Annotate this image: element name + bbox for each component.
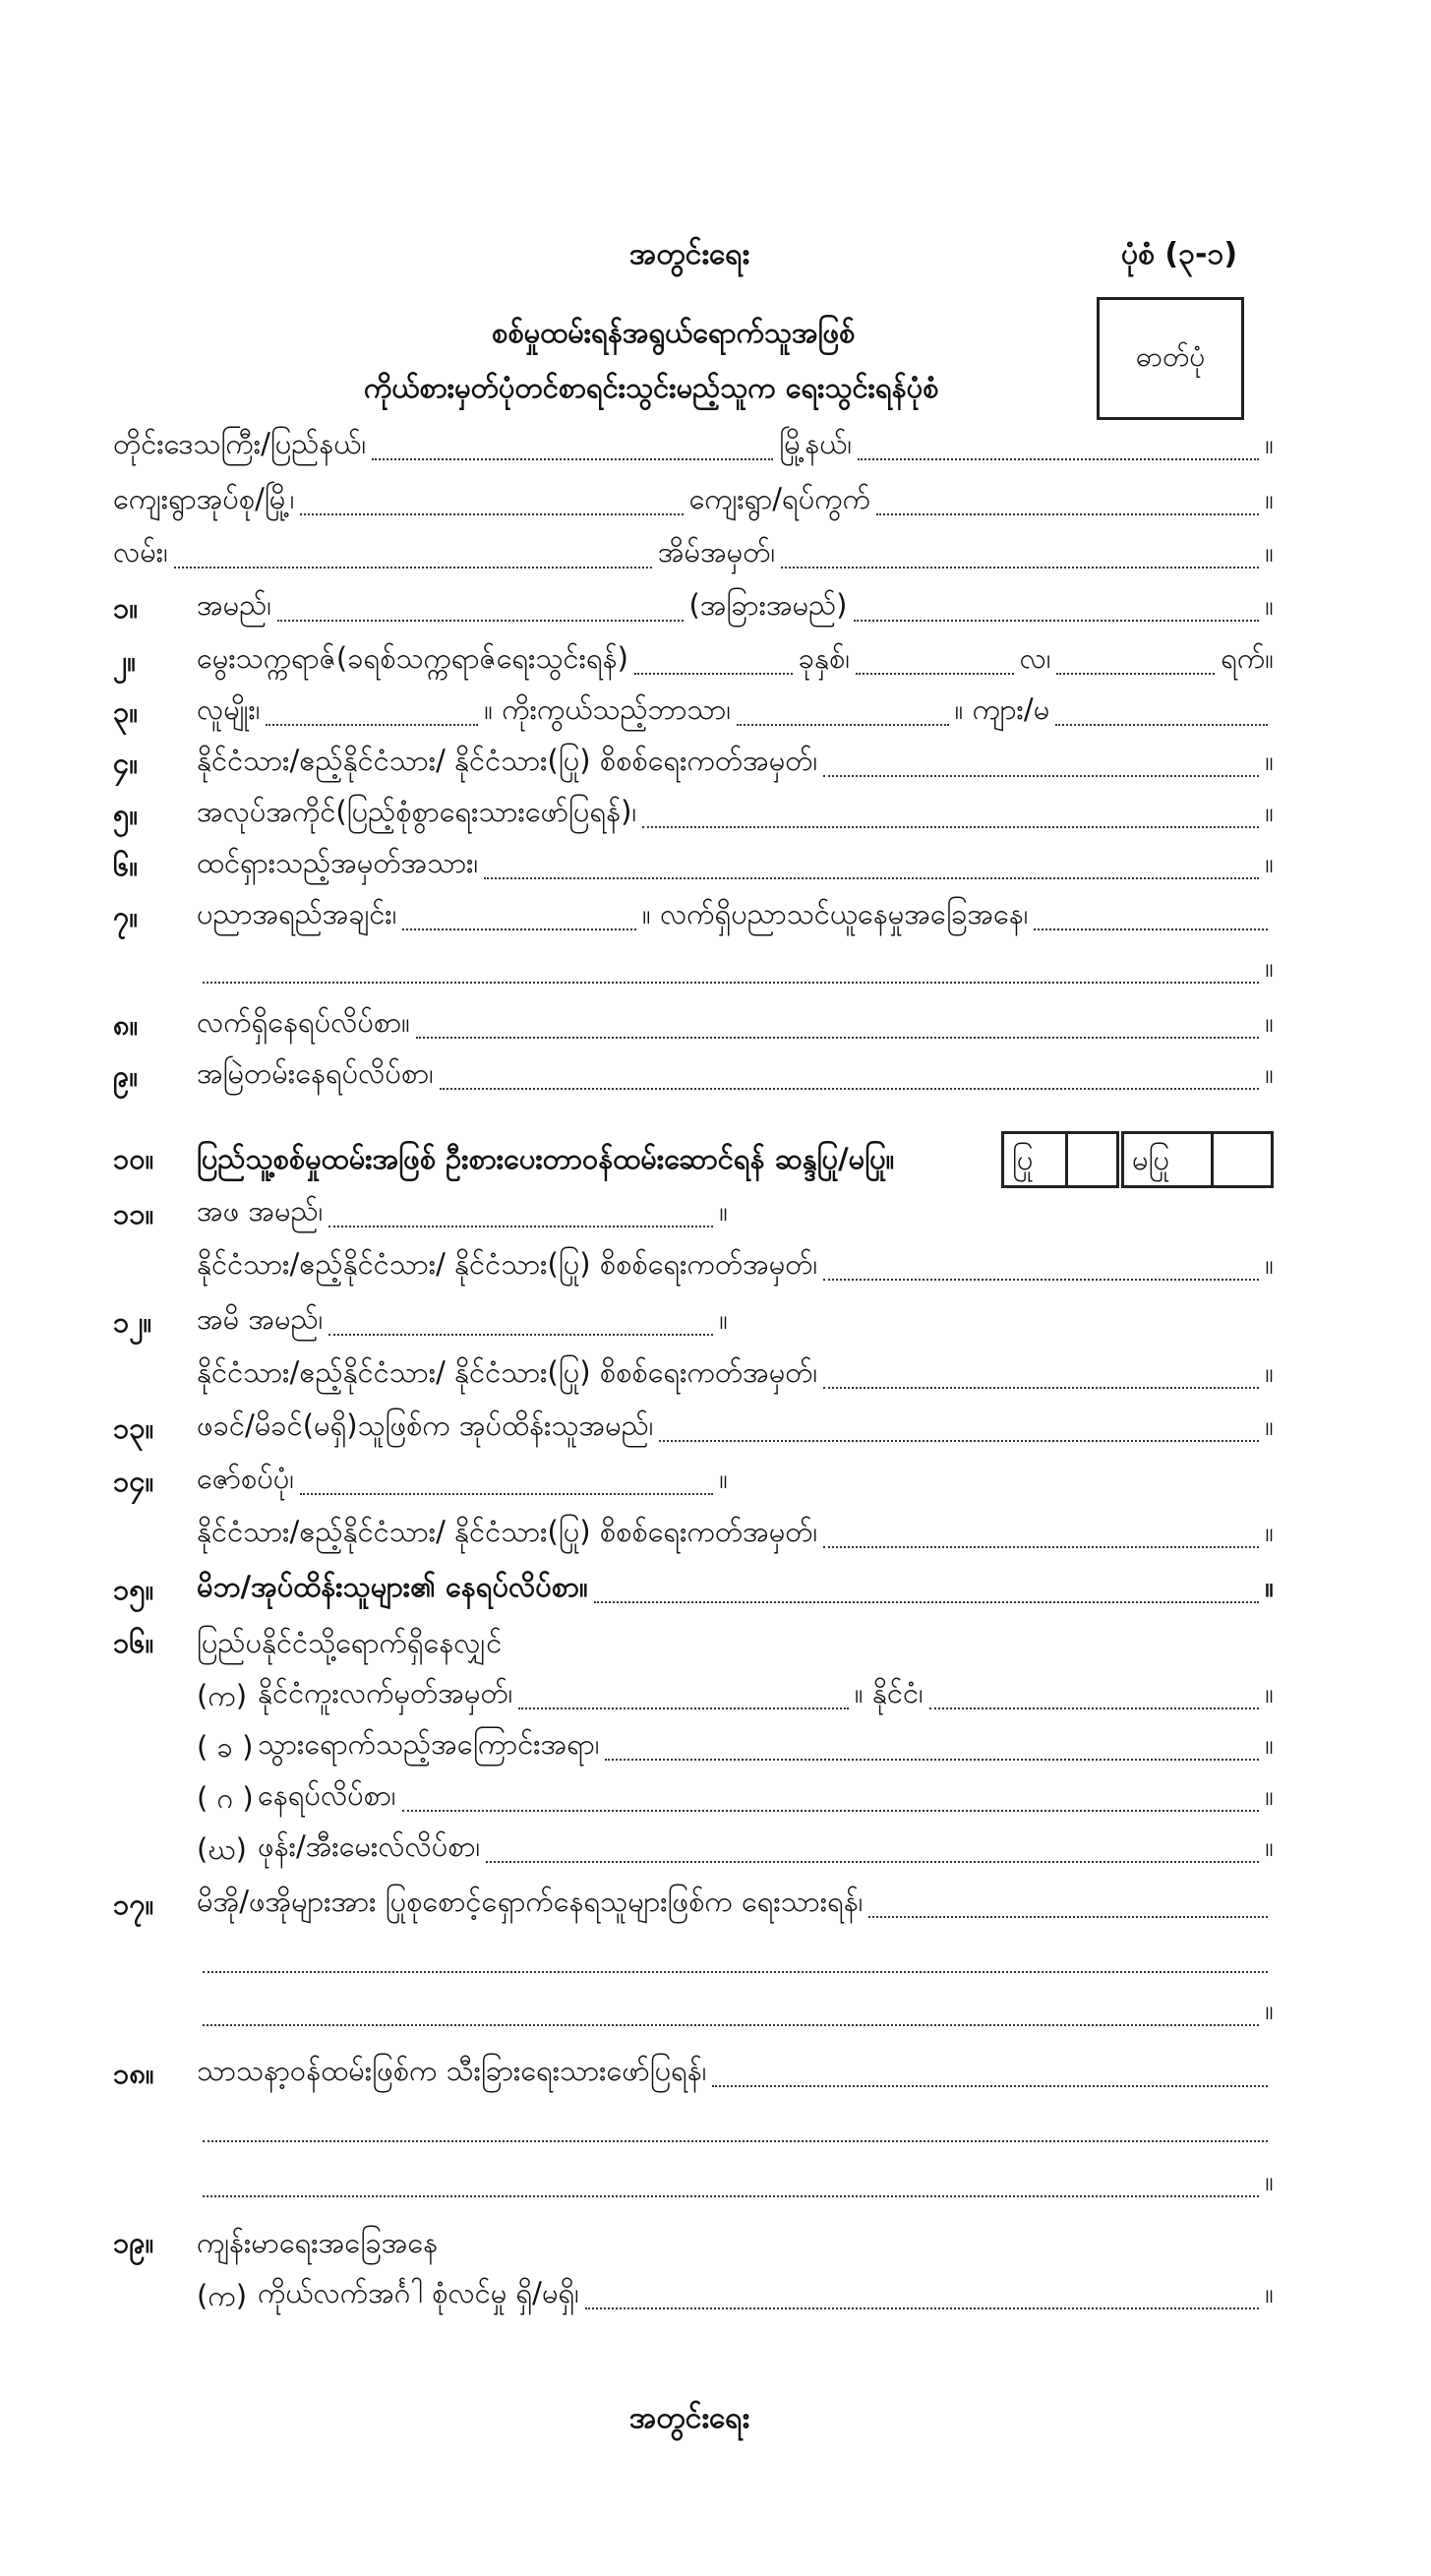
end-mark: ။ — [719, 1194, 728, 1228]
security-label-top: အတွင်းရေး — [629, 237, 750, 271]
dob-month-field[interactable] — [856, 673, 1014, 675]
caregiver-field-cont[interactable] — [203, 1971, 1268, 1973]
dob-label: မွေးသက္ကရာဇ်(ခရစ်သက္ကရာဇ်ရေးသွင်းရန်) — [197, 641, 628, 675]
yes-label: ပြု — [1012, 1143, 1034, 1176]
item-7-continuation — [197, 946, 1274, 991]
end-mark: ။ — [1265, 1829, 1274, 1863]
contact-row — [258, 1826, 1274, 1871]
end-mark: ။ — [1265, 1408, 1274, 1442]
photo-box-label: ဓာတ်ပုံ — [1135, 339, 1206, 373]
passport-field[interactable] — [518, 1707, 849, 1709]
dob-month-label: လ၊ — [1019, 641, 1051, 675]
end-mark: ။ — [1265, 1247, 1274, 1281]
sub-number: ( ခ ) — [197, 1730, 254, 1764]
religion-label: ။ ကိုးကွယ်သည့်ဘာသာ၊ — [484, 692, 731, 726]
mark-label: ထင်ရှားသည့်အမှတ်အသား၊ — [197, 846, 479, 879]
region-field[interactable] — [372, 458, 773, 460]
end-mark: ။ — [1265, 1005, 1274, 1039]
item-14-row — [197, 1458, 728, 1503]
end-mark: ။ — [1265, 1515, 1274, 1548]
item-number: ၁၇။ — [113, 1887, 154, 1921]
education-label: ပညာအရည်အချင်း၊ — [197, 897, 397, 930]
item-number: ၁၅။ — [113, 1573, 154, 1606]
relation-field[interactable] — [300, 1493, 713, 1495]
item-number: ၁၀။ — [113, 1142, 154, 1175]
end-mark: ။ — [1265, 1778, 1274, 1812]
guardian-nrc-label: နိုင်ငံသား/ဧည့်နိုင်ငံသား/ နိုင်ငံသား(ပြု) စိစစ်ရေးကတ်အမှတ်၊ — [197, 1515, 818, 1548]
parents-address-field[interactable] — [594, 1601, 1259, 1603]
country-field[interactable] — [929, 1707, 1260, 1709]
purpose-field[interactable] — [605, 1759, 1259, 1761]
religious-staff-label: သာသနာ့ဝန်ထမ်းဖြစ်က သီးခြားရေးသားဖော်ပြရန်၊ — [197, 2054, 707, 2087]
end-mark: ။ — [1265, 795, 1274, 828]
permanent-address-label: အမြဲတမ်းနေရပ်လိပ်စာ၊ — [197, 1056, 434, 1090]
item-number: ၄။ — [113, 747, 139, 780]
item-number: ၁၁။ — [113, 1197, 154, 1230]
other-name-label: (အခြားအမည်) — [688, 588, 848, 622]
region-label: တိုင်းဒေသကြီး/ပြည်နယ်၊ — [113, 427, 367, 460]
end-mark: ။ — [1265, 1727, 1274, 1761]
occupation-field[interactable] — [642, 826, 1259, 828]
location-row-1 — [113, 423, 1274, 468]
village-label: ကျေးရွာ/ရပ်ကွက် — [688, 482, 870, 515]
race-field[interactable] — [266, 724, 478, 726]
end-mark: ။ — [1265, 1355, 1274, 1389]
physical-label: ကိုယ်လက်အင်္ဂါ စုံလင်မှု ရှိ/မရှိ၊ — [258, 2276, 579, 2309]
name-label: အမည်၊ — [197, 588, 271, 622]
sub-number: ( ဂ ) — [197, 1781, 254, 1815]
country-label: ။ နိုင်ငံ၊ — [854, 1676, 924, 1709]
item-number: ၁၄။ — [113, 1465, 154, 1498]
house-no-field[interactable] — [781, 567, 1259, 569]
district-field[interactable] — [858, 458, 1259, 460]
item-17-continuation-1 — [197, 1936, 1274, 1981]
father-nrc-label: နိုင်ငံသား/ဧည့်နိုင်ငံသား/ နိုင်ငံသား(ပြု) စိစစ်ရေးကတ်အမှတ်၊ — [197, 1247, 818, 1281]
mother-nrc-row — [197, 1351, 1274, 1397]
item-8-row — [197, 1001, 1274, 1047]
religious-staff-field-cont[interactable] — [203, 2140, 1268, 2142]
sex-label: ။ ကျား/မ — [954, 692, 1050, 726]
item-17-continuation-2 — [197, 1989, 1274, 2034]
abroad-label: ပြည်ပနိုင်ငံသို့ရောက်ရှိနေလျှင် — [197, 1626, 503, 1659]
relation-label: ဇော်စပ်ပုံ၊ — [197, 1462, 294, 1495]
contact-label: ဖုန်း/အီးမေးလ်လိပ်စာ၊ — [258, 1829, 481, 1863]
guardian-name-field[interactable] — [659, 1440, 1259, 1442]
item-15-row — [197, 1566, 1274, 1611]
religion-field[interactable] — [737, 724, 949, 726]
item-number: ၆။ — [113, 849, 139, 882]
purpose-row — [258, 1723, 1274, 1768]
end-mark: ။ — [1265, 1056, 1274, 1090]
other-name-field[interactable] — [854, 620, 1260, 622]
contact-field[interactable] — [486, 1861, 1259, 1863]
religious-staff-field-cont[interactable] — [203, 2195, 1259, 2197]
village-tract-label: ကျေးရွာအုပ်စု/မြို့၊ — [113, 482, 295, 515]
end-mark: ။ — [1265, 588, 1274, 622]
mother-name-label: အမိ အမည်၊ — [197, 1302, 324, 1336]
end-mark: ။ — [1265, 1676, 1274, 1709]
no-label: မပြု — [1132, 1143, 1169, 1176]
item-number: ၉။ — [113, 1059, 139, 1093]
father-nrc-row — [197, 1243, 1274, 1288]
photo-box — [1097, 297, 1244, 420]
mother-nrc-label: နိုင်ငံသား/ဧည့်နိုင်ငံသား/ နိုင်ငံသား(ပြု) စိစစ်ရေးကတ်အမှတ်၊ — [197, 1355, 818, 1389]
item-6-row — [197, 842, 1274, 887]
item-number: ၁။ — [113, 591, 139, 625]
abroad-address-row — [258, 1774, 1274, 1820]
passport-label: နိုင်ငံကူးလက်မှတ်အမှတ်၊ — [258, 1676, 513, 1709]
item-number: ၃။ — [113, 695, 139, 729]
village-field[interactable] — [876, 513, 1259, 515]
item-13-row — [197, 1405, 1274, 1450]
dob-year-label: ခုနှစ်၊ — [798, 641, 850, 675]
item-7-row — [197, 893, 1274, 938]
dob-day-field[interactable] — [1056, 673, 1215, 675]
item-5-row — [197, 791, 1274, 836]
item-18-continuation-1 — [197, 2105, 1274, 2150]
current-study-label: ။ လက်ရှိပညာသင်ယူနေမှုအခြေအနေ၊ — [641, 897, 1029, 930]
item-1-row — [197, 584, 1274, 629]
form-number: ပုံစံ (၃-၁) — [1121, 237, 1238, 271]
physical-field[interactable] — [585, 2307, 1259, 2309]
item-2-row — [197, 637, 1274, 683]
sub-number: (က) — [197, 2279, 248, 2312]
current-address-field[interactable] — [416, 1037, 1259, 1039]
form-title-line1: စစ်မှုထမ်းရန်အရွယ်ရောက်သူအဖြစ် — [492, 316, 856, 349]
sub-number: (က) — [197, 1679, 248, 1712]
item-number: ၁၉။ — [113, 2226, 154, 2259]
guardian-nrc-row — [197, 1511, 1274, 1556]
religious-staff-field[interactable] — [712, 2085, 1268, 2087]
item-4-row — [197, 740, 1274, 785]
street-field[interactable] — [174, 567, 652, 569]
occupation-label: အလုပ်အကိုင်(ပြည့်စုံစွာရေးသားဖော်ပြရန်)၊ — [197, 795, 637, 828]
sex-field[interactable] — [1055, 724, 1268, 726]
security-label-bottom: အတွင်းရေး — [629, 2401, 750, 2435]
abroad-address-label: နေရပ်လိပ်စာ၊ — [258, 1778, 396, 1812]
father-nrc-field[interactable] — [823, 1279, 1259, 1281]
physical-row — [258, 2272, 1274, 2317]
item-number: ၇။ — [113, 900, 139, 933]
father-name-field[interactable] — [328, 1226, 713, 1228]
nrc-field[interactable] — [823, 775, 1259, 777]
item-number: ၅။ — [113, 798, 139, 831]
race-label: လူမျိုး၊ — [197, 692, 261, 726]
form-title-line2: ကိုယ်စားမှတ်ပုံတင်စာရင်းသွင်းမည့်သူက ရေးသွင်းရန်ပုံစံ — [364, 371, 939, 404]
item-number: ၁၂။ — [113, 1305, 152, 1339]
mark-field[interactable] — [484, 877, 1259, 879]
mother-nrc-field[interactable] — [823, 1387, 1259, 1389]
father-name-label: အဖ အမည်၊ — [197, 1194, 324, 1228]
end-mark: ။ — [1265, 2164, 1274, 2197]
item-3-row — [197, 689, 1274, 734]
house-no-label: အိမ်အမှတ်၊ — [657, 535, 776, 569]
item-9-row — [197, 1052, 1274, 1098]
health-label: ကျန်းမာရေးအခြေအနေ — [197, 2226, 439, 2259]
end-mark: ။ — [1265, 2276, 1274, 2309]
street-label: လမ်း၊ — [113, 535, 168, 569]
purpose-label: သွားရောက်သည့်အကြောင်းအရာ၊ — [258, 1727, 600, 1761]
item-number: ၁၆။ — [113, 1626, 154, 1659]
volunteer-question: ပြည်သူ့စစ်မှုထမ်းအဖြစ် ဦးစားပေးတာဝန်ထမ်းဆောင်ရန် ဆန္ဒပြု/မပြု။ — [197, 1142, 895, 1175]
yes-checkbox[interactable] — [1067, 1136, 1114, 1181]
end-mark: ။ — [719, 1462, 728, 1495]
village-tract-field[interactable] — [300, 513, 683, 515]
dob-year-field[interactable] — [634, 673, 793, 675]
end-mark: ။ — [1265, 482, 1274, 515]
end-mark: ။ — [1265, 1993, 1274, 2026]
guardian-nrc-field[interactable] — [823, 1546, 1259, 1548]
education-field[interactable] — [402, 929, 636, 930]
nrc-label: နိုင်ငံသား/ဧည့်နိုင်ငံသား/ နိုင်ငံသား(ပြု) စိစစ်ရေးကတ်အမှတ်၊ — [197, 744, 818, 777]
guardian-name-label: ဖခင်/မိခင်(မရှိ)သူဖြစ်က အုပ်ထိန်းသူအမည်၊ — [197, 1408, 654, 1442]
end-mark: ။ — [1265, 846, 1274, 879]
caregiver-field[interactable] — [868, 1916, 1268, 1918]
parents-address-label: မိဘ/အုပ်ထိန်းသူများ၏ နေရပ်လိပ်စာ။ — [197, 1570, 588, 1603]
current-study-field-cont[interactable] — [203, 982, 1259, 984]
no-checkbox[interactable] — [1212, 1136, 1269, 1181]
current-address-label: လက်ရှိနေရပ်လိပ်စာ။ — [197, 1005, 410, 1039]
end-mark: ။ — [1265, 1570, 1274, 1603]
location-row-3 — [113, 531, 1274, 576]
passport-row — [258, 1672, 1274, 1717]
permanent-address-field[interactable] — [440, 1088, 1259, 1090]
caregiver-field-cont[interactable] — [203, 2024, 1259, 2026]
end-mark: ။ — [1265, 427, 1274, 460]
district-label: မြို့နယ်၊ — [779, 427, 852, 460]
item-number: ၁၈။ — [113, 2057, 154, 2090]
item-12-row — [197, 1298, 728, 1344]
end-mark: ။ — [1265, 535, 1275, 569]
mother-name-field[interactable] — [328, 1334, 713, 1336]
dob-day-label: ရက်။ — [1221, 641, 1275, 675]
item-17-row — [197, 1881, 1274, 1926]
item-number: ၁၃။ — [113, 1411, 154, 1445]
item-number: ၈။ — [113, 1008, 139, 1042]
item-18-continuation-2 — [197, 2160, 1274, 2205]
caregiver-label: မိအို/ဖအိုများအား ပြုစုစောင့်ရှောက်နေရသူများဖြစ်က ရေးသားရန်၊ — [197, 1885, 864, 1918]
name-field[interactable] — [277, 620, 684, 622]
item-number: ၂။ — [113, 644, 137, 678]
end-mark: ။ — [719, 1302, 728, 1336]
current-study-field[interactable] — [1034, 929, 1268, 930]
abroad-address-field[interactable] — [402, 1810, 1260, 1812]
location-row-2 — [113, 478, 1274, 523]
item-18-row — [197, 2050, 1274, 2095]
item-11-row — [197, 1190, 728, 1235]
end-mark: ။ — [1265, 950, 1274, 984]
end-mark: ။ — [1265, 744, 1274, 777]
sub-number: (ဃ) — [197, 1832, 247, 1866]
